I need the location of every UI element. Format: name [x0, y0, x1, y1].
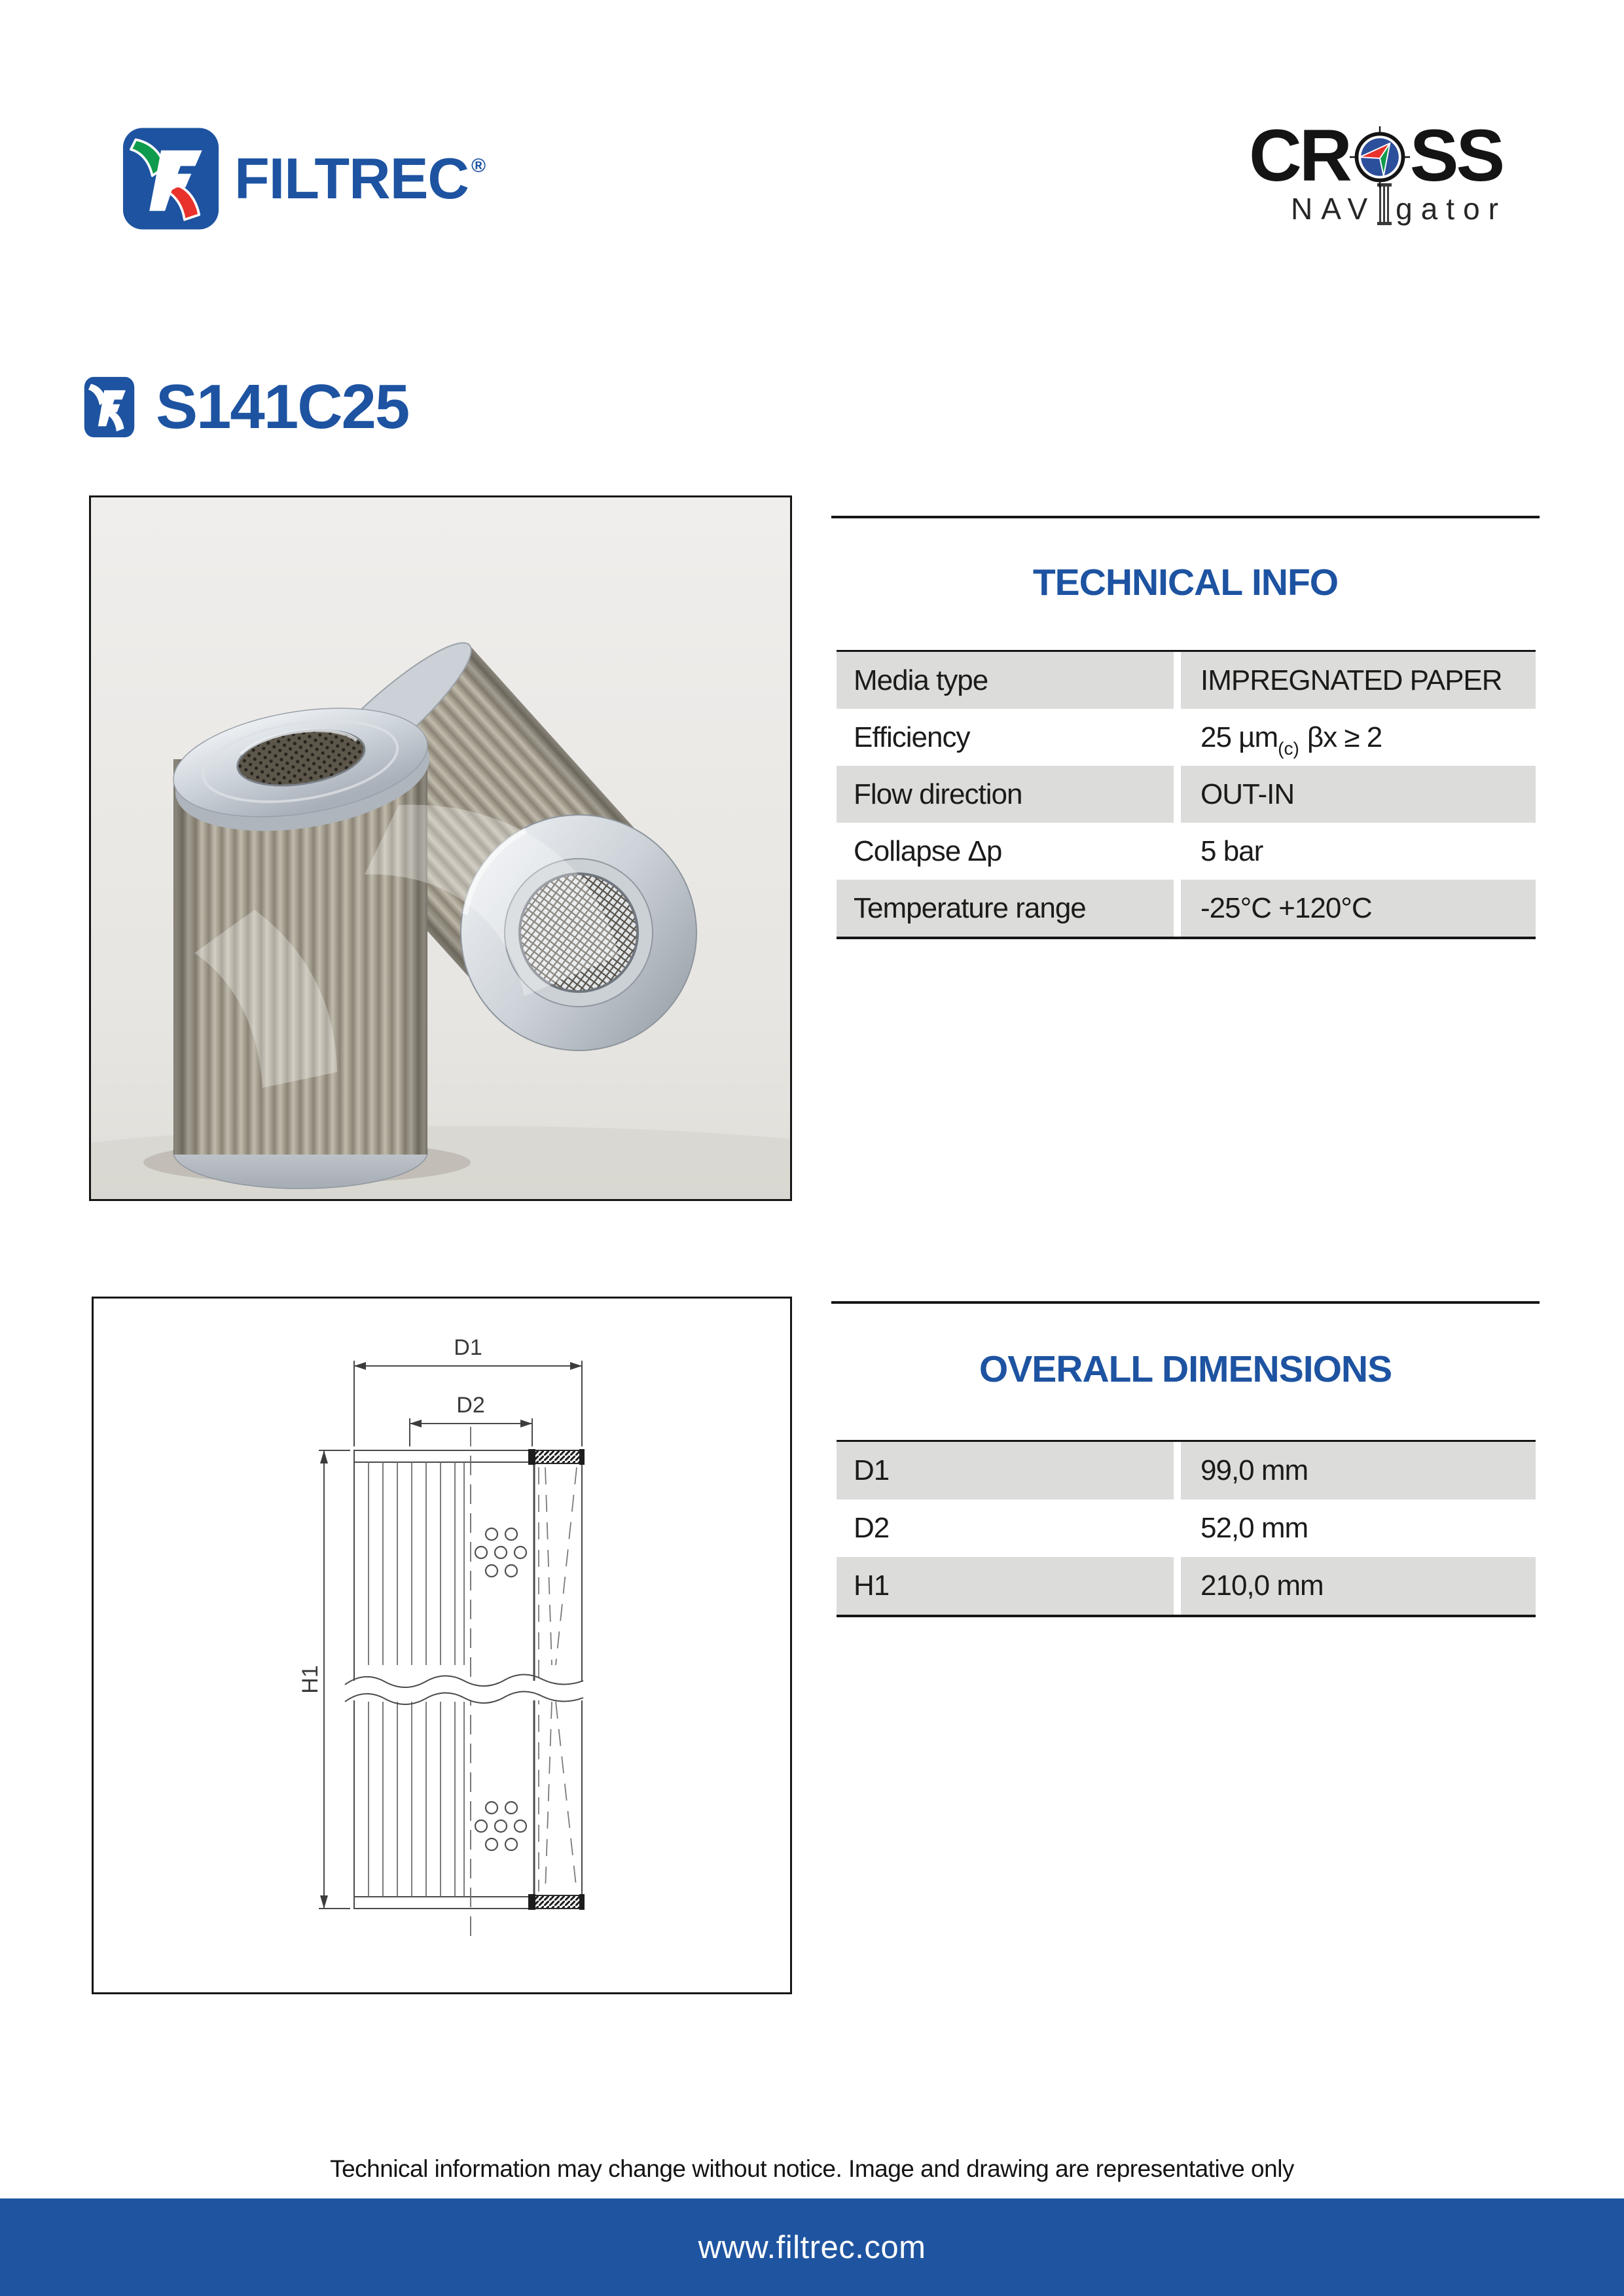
- table-row: [837, 823, 1536, 880]
- drawing-label-d1: D1: [454, 1335, 482, 1360]
- table-row: [837, 1557, 1536, 1615]
- product-photo-illustration: [91, 497, 790, 1199]
- drawing-label-d2: D2: [456, 1393, 485, 1418]
- overall-dimensions-title: OVERALL DIMENSIONS: [979, 1348, 1392, 1390]
- registered-trademark-symbol: ®: [471, 154, 486, 177]
- technical-drawing: [92, 1297, 792, 1994]
- technical-drawing-figure: [94, 1299, 790, 1992]
- standing-filter: [143, 692, 471, 1189]
- spec-label: Efficiency: [854, 721, 970, 753]
- navigator-text-pre: NAV: [1290, 192, 1377, 226]
- spec-label: Collapse Δp: [854, 834, 1002, 867]
- dimension-value: 99,0 mm: [1200, 1454, 1308, 1486]
- product-photo: [89, 495, 792, 1201]
- spec-value-suffix: βx ≥ 2: [1307, 721, 1382, 753]
- table-row: [837, 1499, 1536, 1557]
- table-row: [837, 880, 1536, 937]
- spec-value: 5 bar: [1200, 834, 1263, 867]
- product-code: S141C25: [156, 372, 409, 442]
- dimension-value: 52,0 mm: [1200, 1512, 1308, 1544]
- spec-value: -25°C +120°C: [1200, 891, 1372, 924]
- dimension-label: D2: [854, 1512, 890, 1544]
- navigator-text-post: gator: [1396, 192, 1507, 226]
- footer-website-link[interactable]: www.filtrec.com: [698, 2229, 926, 2265]
- product-heading: [84, 372, 409, 442]
- filtrec-logo-icon: [122, 127, 220, 230]
- disclaimer-text: Technical information may change without notice. Image and drawing are representative only: [330, 2155, 1294, 2182]
- filtrec-wordmark: FILTREC: [234, 146, 469, 211]
- spec-value: OUT-IN: [1200, 778, 1295, 810]
- spec-value-main: 25 µm: [1200, 721, 1278, 753]
- cross-logo-text-right: SS: [1409, 115, 1503, 196]
- table-row: [837, 766, 1536, 823]
- dimension-label: H1: [854, 1570, 890, 1602]
- overall-dimensions-rule: [831, 1301, 1540, 1304]
- dimension-value: 210,0 mm: [1200, 1570, 1324, 1602]
- table-row: [837, 709, 1536, 766]
- footer-bar: [0, 2198, 1624, 2296]
- technical-info-title: TECHNICAL INFO: [1032, 562, 1339, 603]
- drawing-label-h1: H1: [298, 1665, 323, 1694]
- spec-label: Temperature range: [854, 891, 1086, 924]
- compass-icon: [1348, 126, 1411, 188]
- table-row: [837, 652, 1536, 709]
- table-row: [837, 1442, 1536, 1499]
- spec-value: IMPREGNATED PAPER: [1200, 664, 1502, 696]
- spec-label: Media type: [854, 664, 988, 696]
- cross-navigator-logo: [1249, 115, 1511, 226]
- filtrec-logo: [122, 127, 486, 230]
- overall-dimensions-table: [837, 1440, 1536, 1617]
- spec-value-subscript: (c): [1278, 738, 1299, 759]
- technical-info-rule: [831, 516, 1540, 518]
- cross-logo-text-left: CR: [1249, 115, 1350, 196]
- dimension-label: D1: [854, 1454, 890, 1486]
- column-i-icon: [1377, 183, 1392, 225]
- technical-info-table: [837, 650, 1536, 939]
- spec-label: Flow direction: [854, 778, 1022, 810]
- filtrec-mark-icon: [84, 376, 135, 438]
